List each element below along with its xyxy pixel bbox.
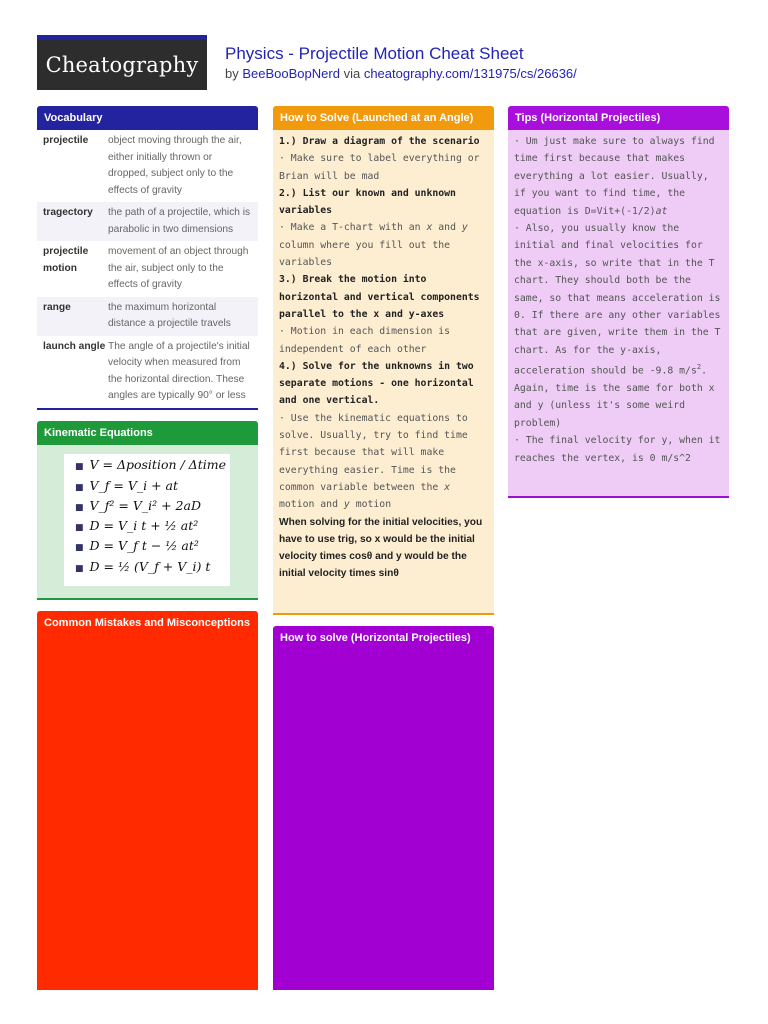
vocabulary-heading: Vocabulary bbox=[37, 106, 258, 130]
byline bbox=[225, 66, 577, 81]
vocab-term: projectile motion bbox=[43, 246, 89, 274]
step-3: 3.) Break the motion into horizontal and vertical components parallel to the x and y-axes bbox=[279, 274, 480, 320]
mistakes-panel bbox=[37, 635, 258, 990]
sheet-url-link[interactable]: cheatography.com/131975/cs/26636/ bbox=[363, 66, 577, 81]
step-2: 2.) List our known and unknown variables bbox=[279, 187, 456, 217]
vocab-definition: the maximum horizontal distance a projectile travels bbox=[108, 301, 231, 329]
step-4-note: · Use the kinematic equations to solve. Usually, try to find time first because that will make everything easier. Time is the common variable between the x motion and y motion bbox=[279, 412, 468, 511]
equation: ■ V = Δposition / Δtime bbox=[75, 457, 226, 472]
vocab-definition: The angle of a projectile's initial velocity when measured from the horizontal direction. These angles are typically 90° or less bbox=[108, 340, 250, 401]
equation: ■ D = V_i t + ½ at² bbox=[75, 518, 199, 533]
vocab-definition: the path of a projectile, which is parabolic in two dimensions bbox=[108, 207, 251, 235]
table-row bbox=[37, 202, 258, 241]
vocab-term: range bbox=[43, 301, 71, 313]
angle-section bbox=[273, 130, 494, 615]
via-label: via bbox=[343, 66, 361, 81]
table-row bbox=[37, 241, 258, 297]
tips-section bbox=[508, 130, 729, 498]
tip-3: · The final velocity for y, when it reaches the vertex, is 0 m/s^2 bbox=[514, 435, 721, 464]
by-label: by bbox=[225, 66, 239, 81]
tips-heading: Tips (Horizontal Projectiles) bbox=[508, 106, 729, 130]
equation: ■ D = V_f t − ½ at² bbox=[75, 538, 199, 553]
step-4: 4.) Solve for the unknowns in two separate motions - one horizontal and one vertical. bbox=[279, 360, 474, 407]
step-3-note: · Motion in each dimension is independent of each other bbox=[279, 326, 451, 355]
tip-2: · Also, you usually know the initial and final velocities for the x-axis, so write that in the T chart. They should both be the same, so that means acceleration is 0. If there are any other variables that are given, write them in the T chart. As for the y-axis, acceleration should be -9.8 $m/s^2$. Again, time is the same for both x and y (unless it's some weird problem) bbox=[514, 223, 721, 429]
equation: ■ V_f² = V_i² + 2aD bbox=[75, 498, 201, 513]
table-row bbox=[37, 130, 258, 202]
trig-note: When solving for the initial velocities, you have to use trig, so x would be the initial velocity times cosθ and y would be the initial velocity times sinθ bbox=[279, 516, 483, 580]
author-link[interactable]: BeeBooBopNerd bbox=[242, 66, 340, 81]
table-row bbox=[37, 336, 258, 408]
vocab-term: projectile bbox=[43, 135, 89, 146]
vocab-term: launch angle bbox=[43, 340, 106, 352]
equation: ■ V_f = V_i + at bbox=[75, 478, 179, 493]
vocab-term: tragectory bbox=[43, 207, 93, 218]
step-1: 1.) Draw a diagram of the scenario bbox=[279, 136, 480, 147]
vocab-definition: object moving through the air, either initially thrown or dropped, subject only to the effects of gravity bbox=[108, 135, 242, 196]
cheatography-logo[interactable] bbox=[37, 35, 207, 90]
horizontal-panel bbox=[273, 650, 494, 990]
table-row bbox=[37, 297, 258, 336]
angle-heading: How to Solve (Launched at an Angle) bbox=[273, 106, 494, 130]
tip-1: · Um just make sure to always find time first because that makes everything a lot easier. Usually, if you want to find time, the equation is D=Vit+(-1/2)at bbox=[514, 136, 715, 217]
vocab-definition: movement of an object through the air, subject only to the effects of gravity bbox=[108, 246, 249, 290]
equations-image bbox=[64, 454, 230, 586]
horizontal-heading: How to solve (Horizontal Projectiles) bbox=[273, 626, 494, 650]
page-title: Physics - Projectile Motion Cheat Sheet bbox=[225, 44, 524, 63]
logo-text: Cheatography bbox=[45, 53, 199, 77]
kinematic-heading: Kinematic Equations bbox=[37, 421, 258, 445]
mistakes-heading: Common Mistakes and Misconceptions bbox=[37, 611, 258, 635]
equation: ■ D = ½ (V_f + V_i) t bbox=[75, 559, 211, 574]
kinematic-section bbox=[37, 445, 258, 600]
vocabulary-table bbox=[37, 130, 258, 410]
step-1-note: · Make sure to label everything or Brian will be mad bbox=[279, 153, 480, 182]
step-2-note: · Make a T-chart with an x and y column where you fill out the variables bbox=[279, 222, 468, 269]
